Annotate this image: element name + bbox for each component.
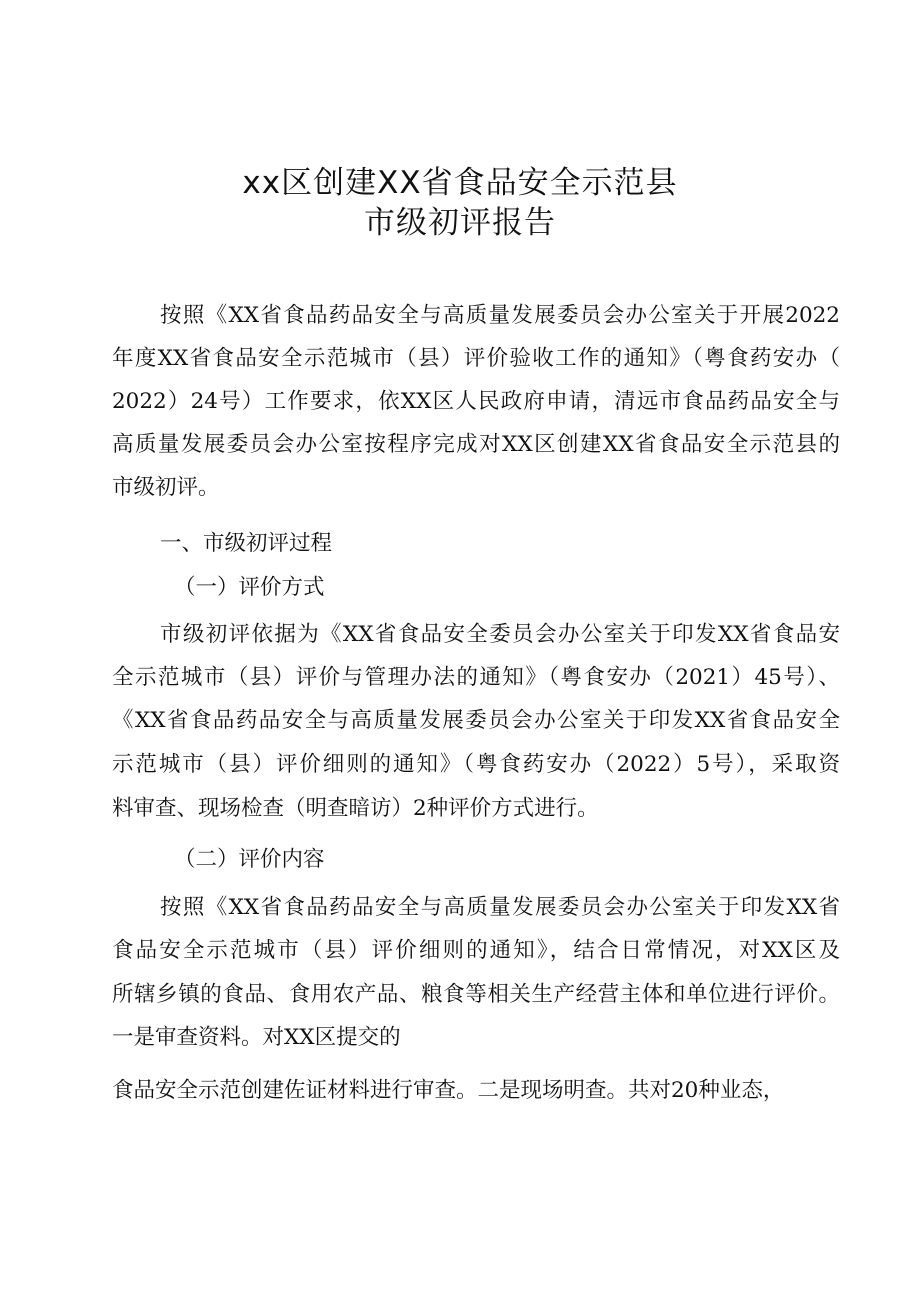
paragraph-3-line-5: 食品安全示范创建佐证材料进行审查。二是现场明查。共对20种业态， [112,1078,785,1103]
subsection-heading-1: （一）评价方式 [174,575,325,600]
paragraph-2-line-4: 示范城市（县）评价细则的通知》（粤食药安办（2022）5号），采取资 [112,752,840,777]
paragraph-3-line-3: 所辖乡镇的食品、食用农产品、粮食等相关生产经营主体和单位进行评价。 [112,982,840,1007]
paragraph-2-line-5: 料审查、现场检查（明查暗访）2种评价方式进行。 [112,796,599,821]
document-title-line-1: xx区创建XX省食品安全示范县 [242,165,678,201]
paragraph-2-line-2: 全示范城市（县）评价与管理办法的通知》（粤食安办（2021）45号）、 [112,665,840,690]
document-title-line-2: 市级初评报告 [364,205,556,241]
paragraph-1-line-2: 年度XX省食品安全示范城市（县）评价验收工作的通知》（粤食药安办（ [112,346,840,371]
paragraph-3-line-1: 按照《XX省食品药品安全与高质量发展委员会办公室关于印发XX省 [160,895,840,920]
paragraph-2-line-1: 市级初评依据为《XX省食品安全委员会办公室关于印发XX省食品安 [160,622,840,647]
paragraph-1-line-5: 市级初评。 [112,475,220,500]
subsection-heading-2: （二）评价内容 [174,847,325,872]
section-heading-1: 一、市级初评过程 [160,531,333,556]
paragraph-1-line-4: 高质量发展委员会办公室按程序完成对XX区创建XX省食品安全示范县的 [112,432,840,457]
paragraph-3-line-4: 一是审查资料。对XX区提交的 [112,1025,401,1050]
paragraph-2-line-3: 《XX省食品药品安全与高质量发展委员会办公室关于印发XX省食品安全 [112,708,840,733]
paragraph-1-line-3: 2022）24号）工作要求，依XX区人民政府申请，清远市食品药品安全与 [112,389,840,414]
paragraph-1-line-1: 按照《XX省食品药品安全与高质量发展委员会办公室关于开展2022 [160,303,840,328]
paragraph-3-line-2: 食品安全示范城市（县）评价细则的通知》，结合日常情况，对XX区及 [112,938,840,963]
